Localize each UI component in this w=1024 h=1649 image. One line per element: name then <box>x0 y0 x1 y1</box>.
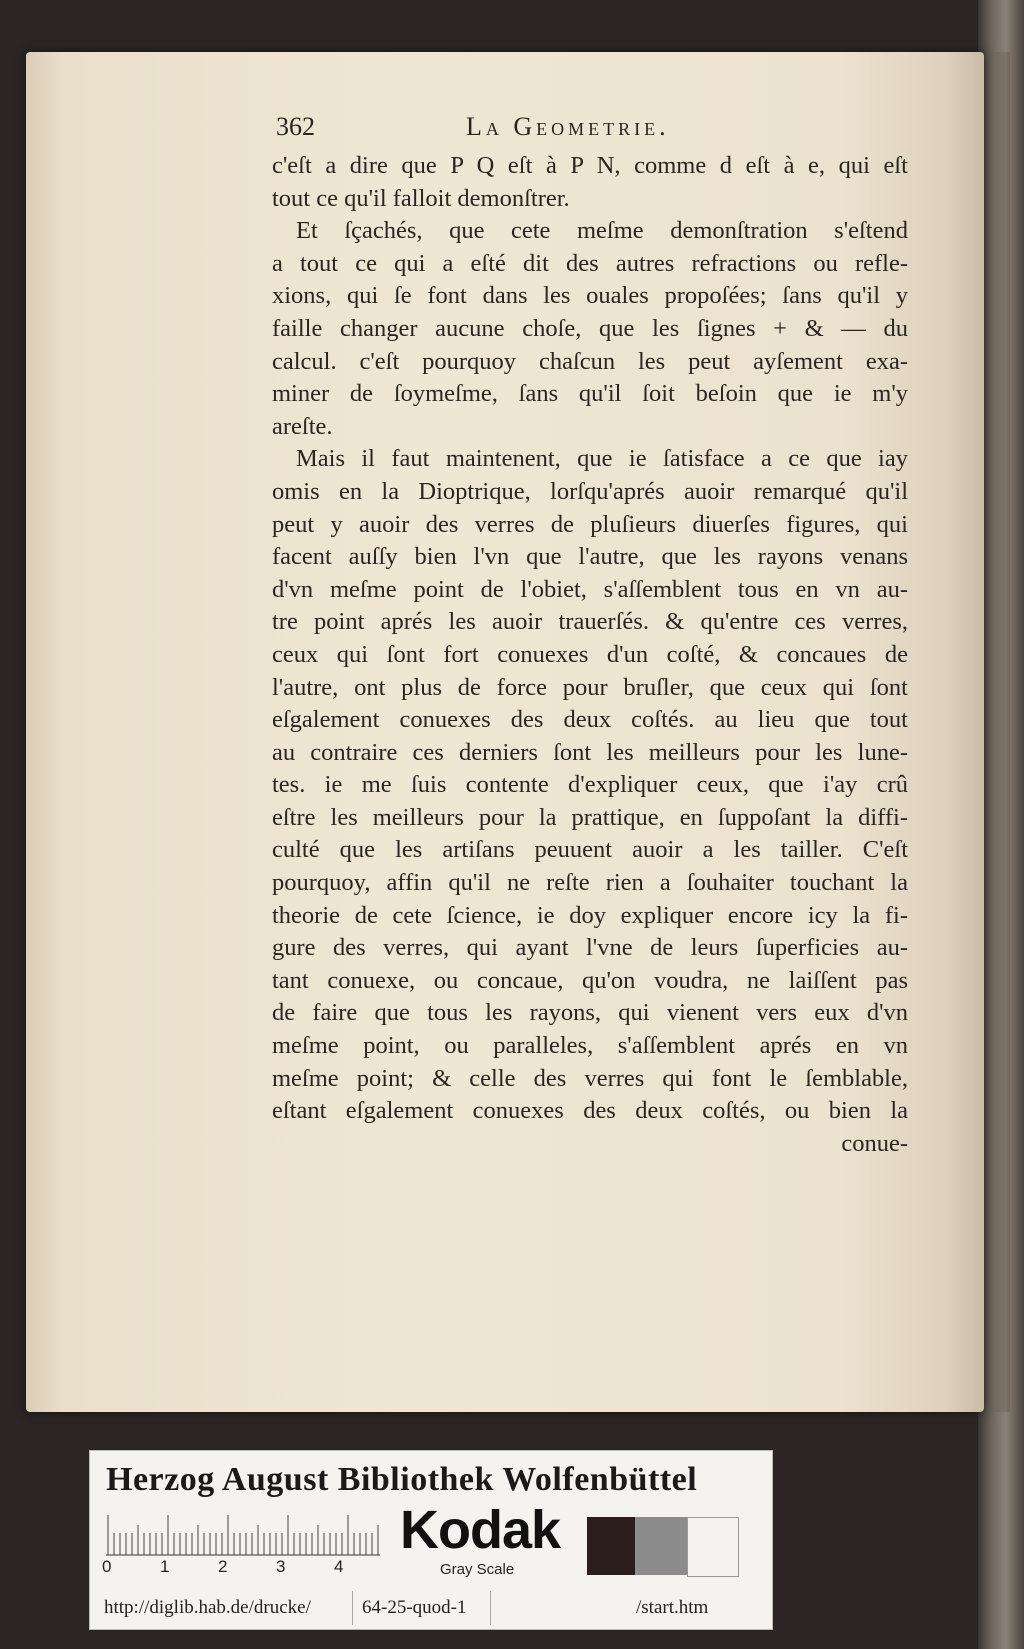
text-line: Mais il faut maintenent, que ie ſatisface a ce que iay <box>296 445 908 473</box>
text-line: eſtant eſgalement conuexes des deux coſtés, ou bien la <box>272 1097 908 1125</box>
page-header <box>276 112 916 148</box>
brand-logo: Kodak <box>400 1500 561 1560</box>
color-scale-card <box>89 1450 773 1630</box>
running-title: La Geometrie. <box>466 112 670 141</box>
text-line: tre point aprés les auoir trauerſés. & qu'entre ces verres, <box>272 608 908 636</box>
text-line: gure des verres, qui ayant l'vne de leurs ſuperficies au- <box>272 934 908 962</box>
text-line: omis en la Dioptrique, lorſqu'aprés auoir remarqué qu'il <box>272 477 908 505</box>
text-line: facent auſſy bien l'vn que l'autre, que les rayons venans <box>272 543 908 571</box>
page-number: 362 <box>276 112 315 141</box>
text-line: faille changer aucune choſe, que les ſignes + & — du <box>272 314 908 342</box>
text-line: eſtre les meilleurs pour la prattique, en ſuppoſant la diffi- <box>272 803 908 831</box>
text-line: l'autre, ont plus de force pour bruſler, que ceux qui ſont <box>272 673 908 701</box>
url-divider <box>490 1591 491 1625</box>
gray-swatches <box>587 1517 737 1575</box>
brand-subtitle: Gray Scale <box>440 1561 515 1578</box>
text-line: c'eſt a dire que P Q eſt à P N, comme d eſt à e, qui eſt <box>272 152 908 179</box>
text-line: de faire que tous les rayons, qui vienent vers eux d'vn <box>272 999 908 1027</box>
text-line: a tout ce qui a eſté dit des autres refractions ou refle- <box>272 249 908 277</box>
url-end[interactable]: /start.htm <box>636 1597 709 1618</box>
ruler-label: 4 <box>334 1557 344 1576</box>
text-line: miner de ſoymeſme, ſans qu'il ſoit beſoin que ie m'y <box>272 380 908 408</box>
text-line: areſte. <box>272 412 333 440</box>
url-base[interactable]: http://diglib.hab.de/drucke/ <box>104 1597 311 1618</box>
text-line: calcul. c'eſt pourquoy chaſcun les peut ayſement exa- <box>272 347 908 375</box>
text-line: culté que les artiſans peuuent auoir a les tailler. C'eſt <box>272 836 908 864</box>
url-bar <box>90 1587 772 1629</box>
gray-swatch <box>587 1517 635 1575</box>
text-line: xions, qui ſe font dans les ouales propoſées; ſans qu'il y <box>272 282 908 310</box>
body-text <box>272 150 908 1160</box>
url-divider <box>352 1591 353 1625</box>
text-line: tout ce qu'il falloit demonſtrer. <box>272 184 570 212</box>
gray-swatch <box>687 1517 739 1577</box>
text-line: meſme point; & celle des verres qui font le ſemblable, <box>272 1064 908 1092</box>
text-line: theorie de cete ſcience, ie doy expliquer encore icy la fi- <box>272 901 908 929</box>
gray-swatch <box>635 1517 687 1575</box>
text-line: peut y auoir des verres de pluſieurs diuerſes figures, qui <box>272 510 908 538</box>
text-line: d'vn meſme point de l'obiet, s'aſſemblent tous en vn au- <box>272 575 908 603</box>
url-shelfmark[interactable]: 64-25-quod-1 <box>362 1597 467 1618</box>
text-line: au contraire ces derniers ſont les meilleurs pour les lune- <box>272 738 908 766</box>
text-line: meſme point, ou paralleles, s'aſſemblent aprés en vn <box>272 1032 908 1060</box>
ruler-label: 3 <box>276 1557 286 1576</box>
text-line: tant conuexe, ou concaue, qu'on voudra, ne laiſſent pas <box>272 966 908 994</box>
text-line: eſgalement conuexes des deux coſtés. au lieu que tout <box>272 706 908 734</box>
ruler-label: 1 <box>160 1557 170 1576</box>
page-gutter-shadow <box>986 52 1010 1412</box>
text-line: ceux qui ſont fort conuexes d'un coſté, & concaues de <box>272 640 908 668</box>
library-name: Herzog August Bibliothek Wolfenbüttel <box>106 1461 698 1498</box>
text-line: pourquoy, affin qu'il ne reſte rien a ſouhaiter touchant la <box>272 869 908 897</box>
text-line: tes. ie me ſuis contente d'expliquer ceux, que i'ay crû <box>272 771 908 799</box>
text-line: Et ſçachés, que cete meſme demonſtration s'eſtend <box>296 217 908 245</box>
text-line: conue- <box>841 1129 908 1157</box>
book-page <box>26 52 984 1412</box>
ruler-labels <box>102 1557 382 1583</box>
ruler-label: 2 <box>218 1557 228 1576</box>
ruler-label: 0 <box>102 1557 112 1576</box>
ruler-icon <box>106 1511 380 1557</box>
